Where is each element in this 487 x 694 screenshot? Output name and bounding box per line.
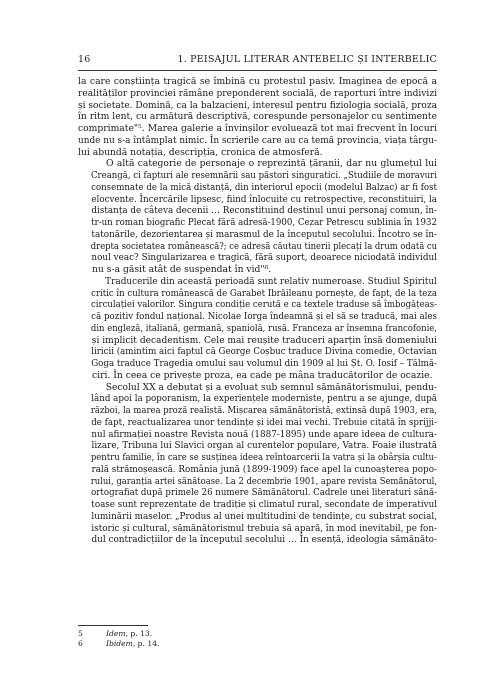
- text-line: toase sunt reprezentate de tradiție și climatul rural, secondate de imperativul: [91, 499, 437, 510]
- text-line: și societate. Domină, ca la balzacieni, interesul pentru fiziologia socială, proza: [78, 99, 437, 111]
- text-line: și implicit decadentism. Cele mai reușite traduceri aparțin însă domeniului: [91, 334, 438, 346]
- text-line: distanța de câteva decenii … Reconstituind destinul unui personaj comun, în-: [91, 205, 437, 217]
- text-line: lând apoi la poporanism, la experiențele moderniste, pentru a se ajunge, după: [91, 393, 437, 405]
- text-line: tatonările, dezorientarea și marasmul de la începutul secolului. Încotro se în-: [91, 228, 438, 240]
- paragraph: [78, 76, 437, 158]
- text-line: luminării maselor. „Produs al unei multitudini de tendințe, cu substrat social,: [91, 510, 438, 522]
- text-line: nul afirmației noastre Revista nouă (1887-1895) unde apare ideea de cultura-: [91, 428, 437, 440]
- text-line: elocvente. Încercările lipsesc, fiind înlocuite cu retrospective, reconstituiri, la: [91, 193, 437, 205]
- header-rule: [78, 70, 437, 71]
- page-number: 16: [78, 54, 91, 65]
- text-line: rului, garanția artei sănătoase. La 2 decembrie 1901, apare revista Semănătorul,: [90, 475, 438, 487]
- text-line: nu s-a găsit atât de suspendat în vid"⁶.: [92, 264, 272, 275]
- text-line: dul contradicțiilor de la începutul secolului … În esență, ideologia sămănăto-: [91, 534, 438, 546]
- text-line: rală strămoșească. România jună (1899-1909) face apel la cunoașterea popo-: [91, 463, 438, 475]
- paragraph: [78, 158, 437, 276]
- text-line: O altă categorie de personaje o reprezintă țăranii, dar nu glumețul lui: [106, 158, 437, 170]
- text-line: comprimate"⁵. Marea galerie a învinșilor evoluează tot mai frecvent în locuri: [78, 123, 437, 134]
- text-line: noul veac? Singularizarea e tragică, fără suport, deoarece niciodată individul: [91, 252, 438, 264]
- footnote: [78, 639, 159, 649]
- text-line: război, la marea proză realistă. Mișcarea sămănătoristă, extinsă după 1903, era,: [90, 405, 438, 416]
- text-line: Goga traduce Tragedia omului sau volumul din 1909 al lui Șt. O. Iosif – Tălmă-: [91, 358, 438, 369]
- text-line: critic în cultura românească de Garabet Ibrăileanu pornește, de fapt, de la teza: [91, 287, 437, 299]
- text-line: drepta societatea românească?; ce adresă căutau tinerii plecați la drum odată cu: [90, 240, 437, 252]
- text-line: liricii (amintim aici faptul că George Coșbuc traduce Divina comedie, Octavian: [91, 346, 438, 358]
- footnote: [78, 629, 159, 639]
- text-line: consemnate de la mică distanță, din interiorul epocii (modelul Balzac) ar fi fost: [91, 181, 437, 193]
- text-line: circulației valorilor. Singura condiție cerută e ca textele traduse să îmbogățeas-: [91, 299, 437, 311]
- text-line: pentru familie, în care se susținea ideea reîntoarcerii la vatra și la obârșia cultu-: [90, 452, 437, 463]
- text-line: la care conștiința tragică se îmbină cu protestul pasiv. Imaginea de epocă a: [78, 76, 437, 87]
- running-header: [78, 54, 437, 70]
- text-line: lizare, Tribuna lui Slavici organ al curentelor populare, Vatra. Foaie ilustrată: [91, 440, 437, 452]
- footnote-rule: [78, 625, 148, 626]
- text-line: unde nu s-a întâmplat nimic. În scrierile care au ca temă provincia, viața târgu-: [78, 134, 437, 146]
- text-line: ortografiat după primele 26 numere Sămănătorul. Cadrele unei literaturi sănă-: [91, 487, 438, 499]
- footnotes: [78, 629, 159, 648]
- text-line: lui abundă notația, descripția, cronica de atmosferă.: [78, 146, 323, 158]
- text-line: istoric și cultural, sămănătorismul trebuia să apară, în mod inevitabil, pe fon-: [91, 522, 437, 534]
- body-text: [78, 76, 437, 546]
- text-line: Traducerile din această perioadă sunt relativ numeroase. Studiul Spiritul: [105, 275, 437, 287]
- paragraph: [78, 382, 437, 547]
- text-line: realităților provinciei rămâne preponderent socială, de raporturi între indivizi: [78, 87, 437, 99]
- paragraph: [78, 276, 437, 382]
- footnote-number: 5: [78, 629, 83, 638]
- footnote-text: Ibidem, p. 14.: [106, 638, 160, 648]
- text-line: în ritm lent, cu armătură descriptivă, corespunde personajelor cu sentimente: [78, 111, 437, 123]
- text-line: tr-un roman biografic Plecat fără adresă-1900, Cezar Petrescu sublinia în 1932: [91, 217, 438, 228]
- text-line: că pozitiv fondul național. Nicolae Iorga îndeamnă și el să se traducă, mai ales: [91, 311, 438, 322]
- text-line: din engleză, italiană, germană, spaniolă, rusă. Franceza ar însemna francofonie,: [90, 322, 437, 334]
- text-line: Creangă, ci fapturi ale resemnării sau păstori singuratici. „Studiile de moravuri: [91, 170, 437, 181]
- text-line: Secolul XX a debutat și a evoluat sub semnul sămănătorismului, pendu-: [105, 381, 437, 393]
- footnote-number: 6: [78, 638, 83, 648]
- text-line: de fapt, reactualizarea unor tendințe și idei mai vechi. Trebuie citată în sprijji-: [91, 416, 438, 428]
- running-title: 1. PEISAJUL LITERAR ANTEBELIC ȘI INTERBELIC: [177, 54, 437, 65]
- footnote-text: Idem, p. 13.: [106, 629, 153, 638]
- text-line: ciri. În ceea ce privește proza, ea cade pe mâna traducătorilor de ocazie.: [92, 369, 433, 381]
